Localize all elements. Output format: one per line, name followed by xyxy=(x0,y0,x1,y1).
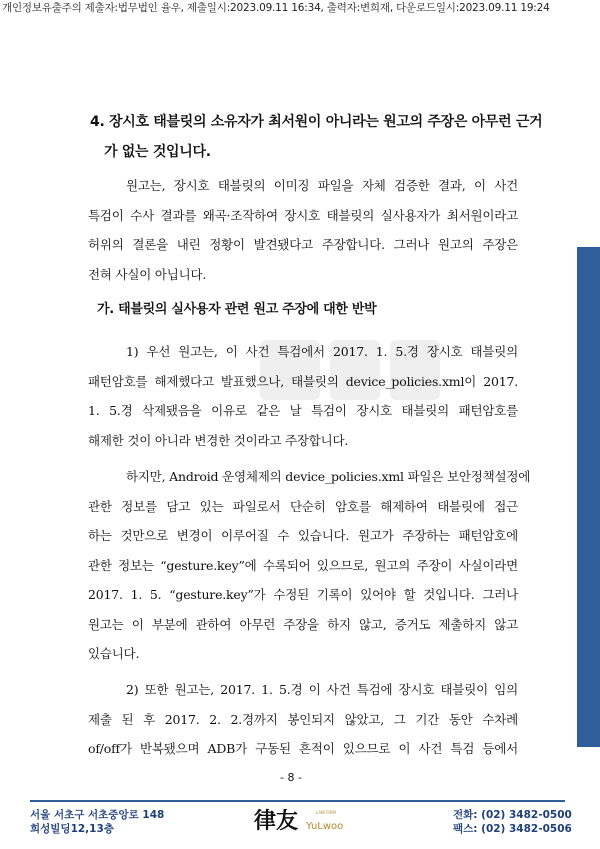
logo-hanja: 律友 xyxy=(254,808,299,834)
paragraph-line: 관한 정보는 “gesture.key”에 수록되어 있으므로, 원고의 주장이 사실이라면 xyxy=(88,557,518,573)
paragraph-3 xyxy=(88,462,531,669)
section-heading-line2: 가 없는 것입니다. xyxy=(104,144,211,160)
address-line-2: 희성빌딩12,13층 xyxy=(30,823,114,835)
paragraph-line: 하지만, Android 운영체제의 device_policies.xml 파일은 보안정책설정에 xyxy=(126,469,531,484)
footer-contact xyxy=(453,808,572,836)
footer-fax: 팩스: (02) 3482-0506 xyxy=(453,823,572,835)
page-number: - 8 - xyxy=(280,771,302,784)
paragraph-line: 특검이 수사 결과를 왜곡·조작하여 장시호 태블릿의 실사용자가 최서원이라고 xyxy=(88,207,518,223)
logo-tag: LAW FIRM xyxy=(316,810,336,815)
paragraph-line: 2) 또한 원고는, 2017. 1. 5.경 이 사건 특검에 장시호 태블릿이 임의 xyxy=(126,682,518,697)
section-heading xyxy=(90,107,560,167)
paragraph-1 xyxy=(88,171,518,289)
download-notice-header: 개인정보유출주의 제출자:법무법인 율우, 제출일시:2023.09.11 16:34, 출력자:변희재, 다운로드일시:2023.09.11 19:24 xyxy=(2,2,550,14)
footer-phone: 전화: (02) 3482-0500 xyxy=(453,809,572,821)
law-firm-logo xyxy=(250,804,360,834)
footer-address xyxy=(30,808,164,836)
paragraph-line: 있습니다. xyxy=(88,646,140,661)
paragraph-4 xyxy=(88,675,518,764)
paragraph-2 xyxy=(88,337,518,455)
paragraph-line: 1. 5.경 삭제됐음을 이유로 같은 날 특검이 장시호 태블릿의 패턴암호를 xyxy=(88,403,518,418)
paragraph-line: of/off가 반복됐으며 ADB가 구동된 흔적이 있으므로 이 사건 특검 등에서 xyxy=(88,741,518,756)
sidebar-accent-tab xyxy=(577,247,600,747)
sub-heading: 가. 태블릿의 실사용자 관련 원고 주장에 대한 반박 xyxy=(97,302,377,317)
paragraph-line: 허위의 결론을 내린 정황이 발견됐다고 주장합니다. 그러나 원고의 주장은 xyxy=(88,237,518,252)
paragraph-line: 해제한 것이 아니라 변경한 것이라고 주장합니다. xyxy=(88,432,349,448)
paragraph-line: 하는 것만으로 변경이 이루어질 수 있습니다. 원고가 주장하는 패턴암호에 xyxy=(88,528,518,543)
address-line-1: 서울 서초구 서초중앙로 148 xyxy=(30,809,165,821)
paragraph-line: 1) 우선 원고는, 이 사건 특검에서 2017. 1. 5.경 장시호 태블릿의 xyxy=(126,344,518,359)
paragraph-line: 전혀 사실이 아닙니다. xyxy=(88,266,207,282)
paragraph-line: 패턴암호를 해제했다고 발표했으나, 태블릿의 device_policies.xml이 2017. xyxy=(88,373,518,389)
paragraph-line: 원고는, 장시호 태블릿의 이미징 파일을 자체 검증한 결과, 이 사건 xyxy=(126,178,518,193)
footer-divider xyxy=(30,800,565,802)
logo-romanized: YuLwoo xyxy=(306,821,344,832)
paragraph-line: 2017. 1. 5. “gesture.key”가 수정된 기록이 있어야 할 것입니다. 그러나 xyxy=(88,587,518,602)
paragraph-line: 원고는 이 부분에 관하여 아무런 주장을 하지 않고, 증거도 제출하지 않고 xyxy=(88,616,518,632)
section-heading-line1: 4. 장시호 태블릿의 소유자가 최서원이 아니라는 원고의 주장은 아무런 근거 xyxy=(90,114,543,130)
paragraph-line: 관한 정보를 담고 있는 파일로서 단순히 암호를 해제하여 태블릿에 접근 xyxy=(88,498,518,514)
paragraph-line: 제출 된 후 2017. 2. 2.경까지 봉인되지 않았고, 그 기간 동안 수차례 xyxy=(88,711,518,727)
